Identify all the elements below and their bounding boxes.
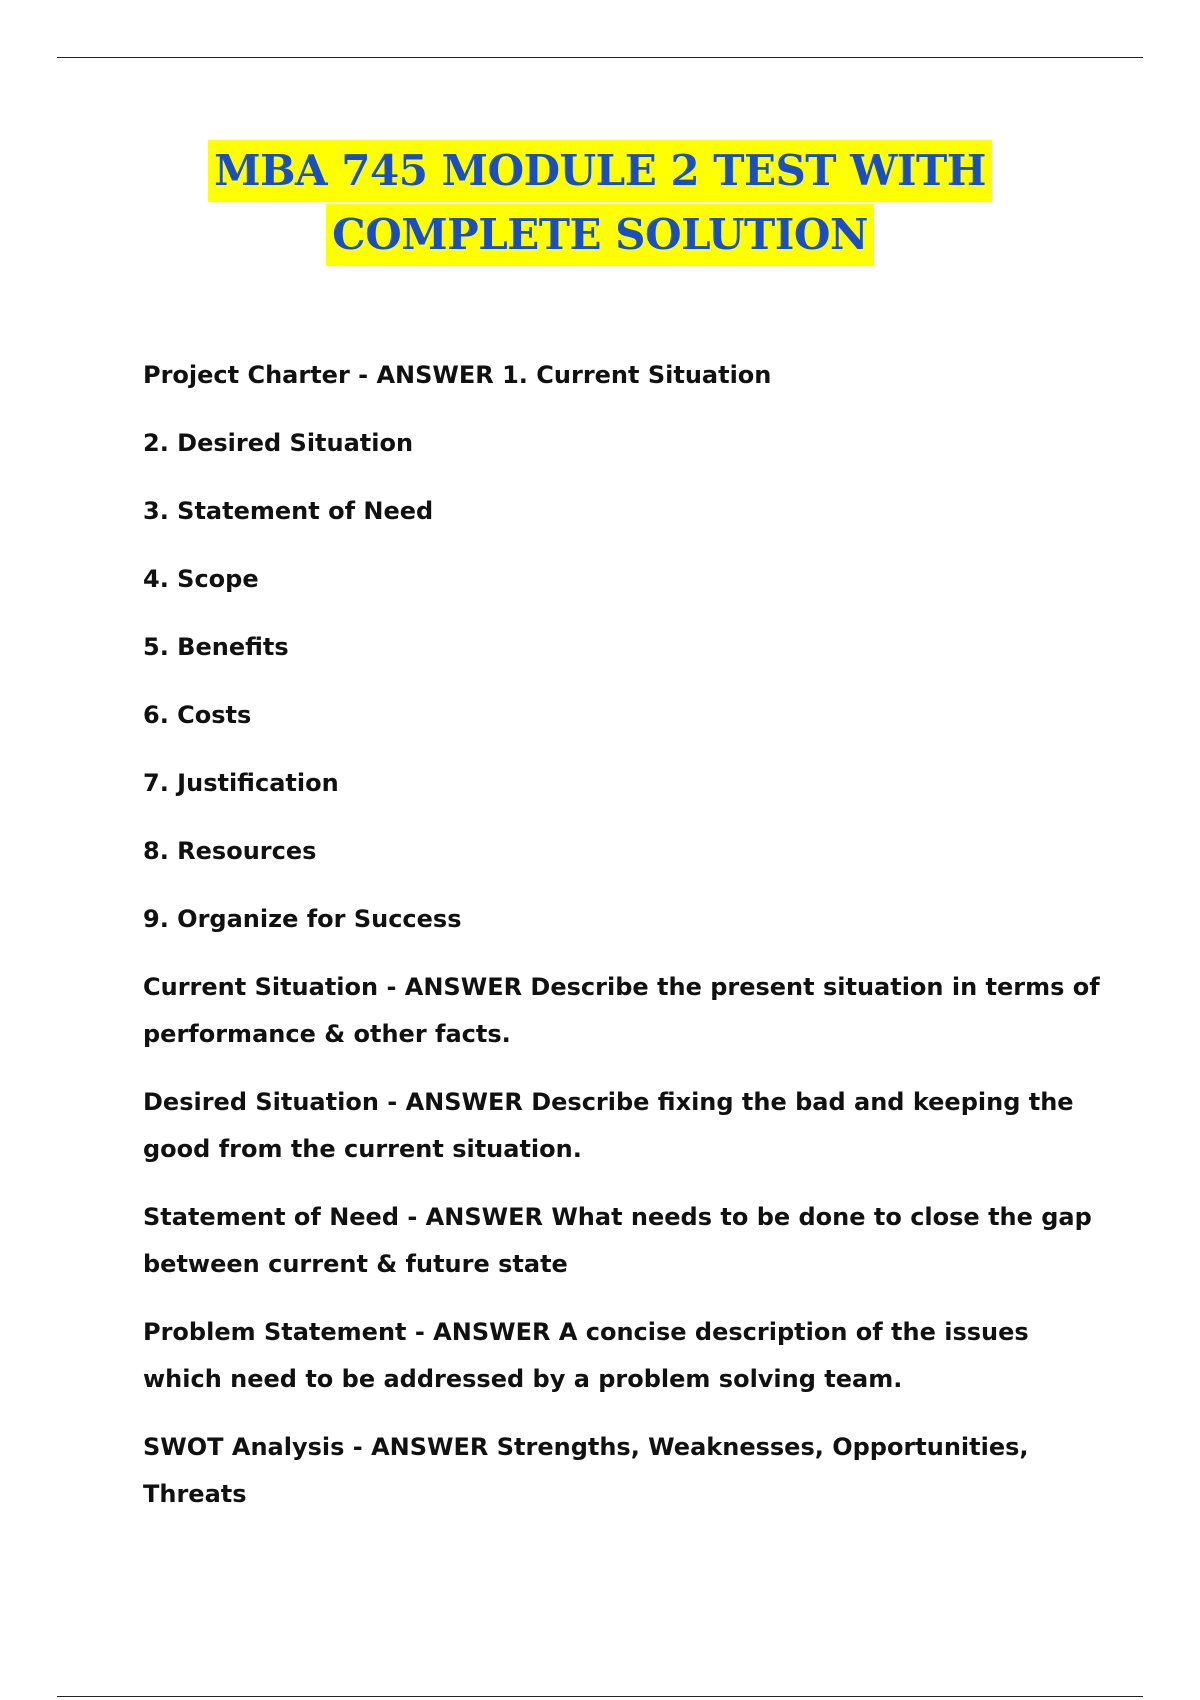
list-item-justification: 7. Justification — [143, 769, 339, 797]
list-item-benefits: 5. Benefits — [143, 633, 289, 661]
header-rule — [57, 57, 1143, 58]
list-item-statement-of-need: 3. Statement of Need — [143, 497, 434, 525]
footer-rule — [57, 1696, 1143, 1697]
title-line-2: COMPLETE SOLUTION — [326, 204, 874, 266]
qa-entry-project-charter: Project Charter - ANSWER 1. Current Situation — [143, 361, 772, 389]
qa-entry-problem-statement: Problem Statement - ANSWER A concise description of the issues which need to be addressed by a problem solving team. — [143, 1318, 1029, 1393]
document-title — [0, 140, 1200, 268]
list-item-organize-for-success: 9. Organize for Success — [143, 905, 462, 933]
list-item-scope: 4. Scope — [143, 565, 259, 593]
qa-entry-statement-of-need: Statement of Need - ANSWER What needs to be done to close the gap between current & future state — [143, 1203, 1092, 1278]
list-item-costs: 6. Costs — [143, 701, 252, 729]
qa-entry-desired-situation: Desired Situation - ANSWER Describe fixing the bad and keeping the good from the current situation. — [143, 1088, 1074, 1163]
title-line-1: MBA 745 MODULE 2 TEST WITH — [208, 140, 992, 202]
document-body — [143, 352, 1103, 1539]
list-item-resources: 8. Resources — [143, 837, 317, 865]
qa-entry-current-situation: Current Situation - ANSWER Describe the present situation in terms of performance & other facts. — [143, 973, 1100, 1048]
list-item-desired-situation: 2. Desired Situation — [143, 429, 414, 457]
qa-entry-swot-analysis: SWOT Analysis - ANSWER Strengths, Weaknesses, Opportunities, Threats — [143, 1433, 1029, 1508]
